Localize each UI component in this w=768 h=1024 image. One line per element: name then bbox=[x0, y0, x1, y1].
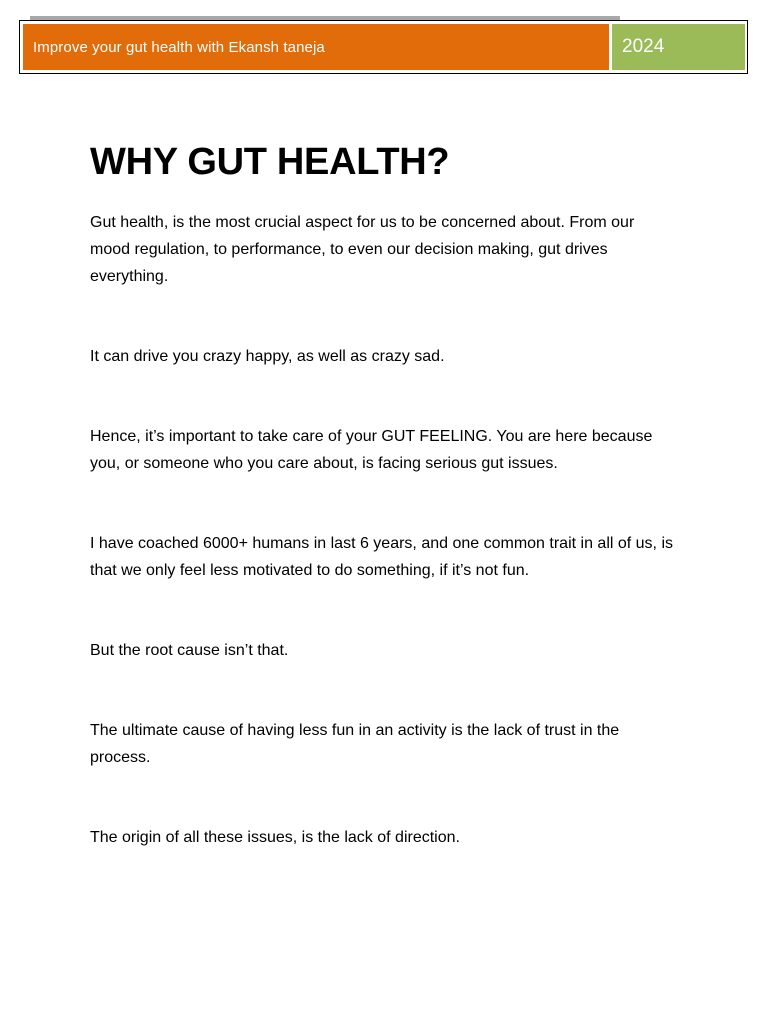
paragraph-mood: It can drive you crazy happy, as well as crazy sad. bbox=[90, 348, 445, 365]
paragraph-direction: The origin of all these issues, is the lack of direction. bbox=[90, 829, 460, 846]
header-year-box bbox=[612, 24, 745, 70]
paragraph-gut-feeling: Hence, it’s important to take care of your GUT FEELING. You are here because you, or someone who you care about, is facing serious gut issues. bbox=[90, 428, 653, 472]
header-title: Improve your gut health with Ekansh taneja bbox=[33, 38, 325, 56]
document-body bbox=[90, 138, 690, 851]
paragraph-trust: The ultimate cause of having less fun in an activity is the lack of trust in the process. bbox=[90, 722, 620, 766]
page-header bbox=[19, 20, 748, 74]
page-title: WHY GUT HEALTH? bbox=[90, 141, 450, 183]
paragraph-intro: Gut health, is the most crucial aspect for us to be concerned about. From our mood regulation, to performance, to even our decision making, gut drives everything. bbox=[90, 214, 635, 285]
paragraph-root-cause: But the root cause isn’t that. bbox=[90, 642, 289, 659]
header-year: 2024 bbox=[622, 36, 665, 57]
paragraph-coaching: I have coached 6000+ humans in last 6 years, and one common trait in all of us, is that we only feel less motivated to do something, if it’s not fun. bbox=[90, 535, 673, 579]
header-title-bar bbox=[23, 24, 609, 70]
